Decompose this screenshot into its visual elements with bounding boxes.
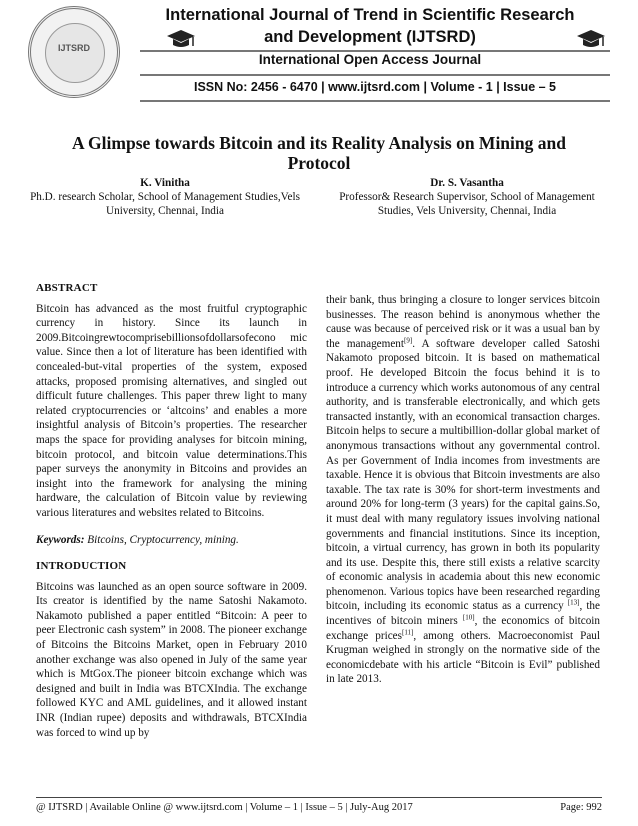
introduction-text: Bitcoins was launched as an open source software in 2009. Its creator is identified by the name Satoshi Nakamoto. Nakamoto published a paper entitled “Bitcoin: A peer to peer Electronic cash system” in 2008. The pioneer exchange of Bitcoins the Bitcoins Market, open in February 2010 another exchange was also opened in July of the same year which is MtGox.The pioneer bitcoin exchange which was designed and built in India was BTCXIndia. The exchange followed KYC and AML guidelines, and it allowed instant INR (Indian rupee) deposits and withdrawals, BTCXIndia was forced to wind up by — [36, 580, 307, 739]
page-number: Page: 992 — [560, 802, 602, 813]
journal-seal-logo — [28, 6, 120, 98]
right-column — [326, 293, 600, 687]
author-affiliation: Ph.D. research Scholar, School of Management Studies,Vels University, Chennai, India — [30, 191, 300, 217]
body-text: , the incentives of bitcoin miners — [326, 600, 600, 628]
introduction-heading: INTRODUCTION — [36, 560, 127, 573]
page-footer — [36, 802, 602, 813]
footer-rule — [36, 797, 602, 798]
body-text: their bank, thus bringing a closure to longer services bitcoin businesses. The reason behind is anonymous whether the cause was because of perceived risk or it was a usual ban by the management — [326, 294, 600, 350]
journal-title: International Journal of Trend in Scientific Research and Development (IJTSRD) — [165, 6, 575, 46]
journal-header — [0, 0, 638, 108]
body-text: , the economics of bitcoin exchange prices — [326, 615, 601, 642]
citation-ref: [9] — [404, 336, 413, 345]
citation-ref: [10] — [462, 613, 475, 622]
footer-citation: @ IJTSRD | Available Online @ www.ijtsrd.com | Volume – 1 | Issue – 5 | July-Aug 2017 — [36, 802, 413, 813]
seal-inner-ring — [45, 23, 105, 83]
citation-ref: [13] — [567, 598, 580, 607]
open-access-label: International Open Access Journal — [258, 52, 482, 67]
abstract-text: Bitcoin has advanced as the most fruitful cryptographic currency in history. Since its launch in 2009.Bitcoingrewtocomprisebillionsofdollarsofecono mic value. Since then a lot of literature has been identified with concealed-but-vital properties of the system, exposed attacks, proposed promising alternatives, and singled out difficult future challenges. This paper threw light to many related cryptocurrencies or ‘altcoins’ and enables a more insightful analysis of Bitcoin’s properties. The researcher maps the space for providing analyses for bitcoin mining, bitcoin protocol, and bitcoin value determinations.This paper surveys the anonymity in Bitcoins and provides an insight into the framework for analysing the mining hardware, the calculation of Bitcoin value by reviewing various literatures and websites related to Bitcoins. — [36, 302, 307, 519]
paper-title: A Glimpse towards Bitcoin and its Reality Analysis on Mining and Protocol — [72, 133, 566, 173]
body-text: , among others. Macroeconomist Paul Krugman weighed in strongly on the normative side of the economicdebate with his article “Bitcoin is Evil” published in late 2013. — [326, 629, 600, 686]
body-text: . A software developer called Satoshi Nakamoto proposed bitcoin. It is based on mathematical proof. He developed Bitcoin the focus behind it is to introduce a currency which works autonomous of any central authority, and is transferable electronically, and which gets transacted instantly, with an economical transaction charges. Bitcoin helps to secure a multibillion-dollar global market of anonymous transactions without any governmental control. As per Government of India incomes from investments are taxable. Hence it is obvious that Bitcoin investments are also taxable. The tax rate is 30% for short-term investments and around 20% for long-term (3 years) for the capital gains.So, it must deal with many regulatory issues involving national governments and financial institutions. Since its inception, bitcoin, a virtual currency, has grown in both its popularity and its use. Despite this, there still exists a relative scarcity of economic analysis in academia about this new economic phenomenon. Various topics have been researched regarding bitcoin, including its economic status as a currency — [326, 337, 601, 613]
author-affiliation: Professor& Research Supervisor, School of Management Studies, Vels University, Chennai, India — [339, 191, 595, 217]
header-rule-bottom — [140, 100, 610, 102]
author-name: Dr. S. Vasantha — [430, 177, 504, 189]
author-1 — [20, 176, 310, 218]
keywords-text: Bitcoins, Cryptocurrency, mining. — [87, 533, 239, 546]
seal-text: IJTSRD — [57, 43, 90, 53]
header-rule-middle — [140, 74, 610, 76]
author-name: K. Vinitha — [140, 177, 190, 189]
citation-ref: [11] — [401, 627, 414, 636]
keywords-label: Keywords: — [36, 533, 85, 546]
left-column — [36, 281, 307, 740]
keywords — [36, 533, 307, 548]
body-paragraph — [326, 293, 600, 687]
issn-line: ISSN No: 2456 - 6470 | www.ijtsrd.com | Volume - 1 | Issue – 5 — [193, 80, 556, 94]
abstract-heading: ABSTRACT — [36, 282, 98, 294]
author-2 — [322, 176, 612, 218]
